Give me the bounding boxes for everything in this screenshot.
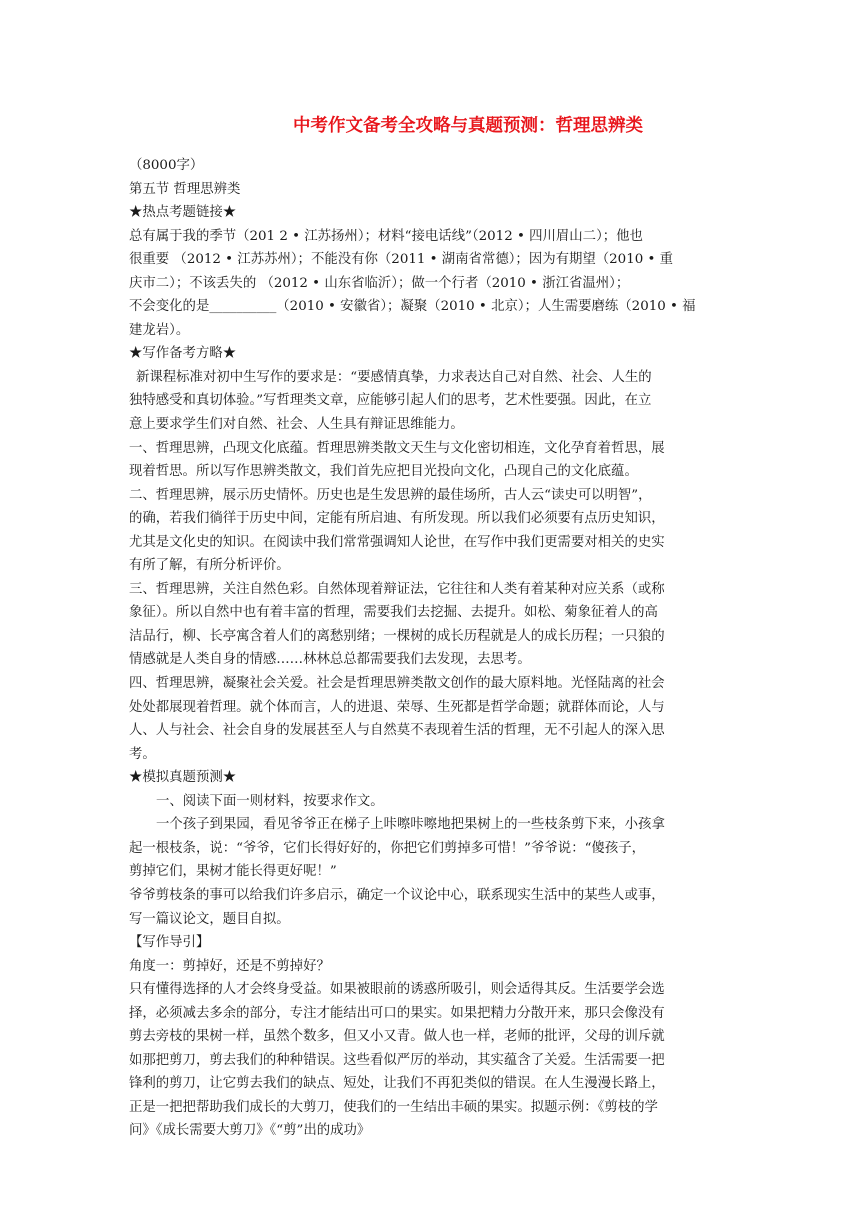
document-body: [129, 154, 735, 1143]
text-line: 考。: [129, 746, 156, 762]
text-line: 的确，若我们徜徉于历史中间，定能有所启迪、有所发现。所以我们必须要有点历史知识，: [129, 511, 665, 527]
subsection-heading: ★模拟真题预测★: [129, 770, 237, 786]
document-title: 中考作文备考全攻略与真题预测：哲理思辨类: [293, 116, 643, 136]
text-line: 总有属于我的季节（201 2 • 江苏扬州）；材料“接电话线”（2012 • 四川眉山二）；他也: [129, 228, 643, 244]
text-line: 剪去旁枝的果树一样，虽然个数多，但又小又青。做人也一样，老师的批评，父母的训斥就: [129, 1029, 665, 1045]
text-line: 不会变化的是__________（2010 • 安徽省）；凝聚（2010 • 北京）；人生需要磨练（2010 • 福: [129, 299, 696, 315]
text-line: 如那把剪刀，剪去我们的种种错误。这些看似严厉的举动，其实蕴含了关爱。生活需要一把: [129, 1052, 665, 1068]
subsection-heading: 【写作导引】: [129, 935, 210, 951]
text-line: 人、人与社会、社会自身的发展甚至人与自然莫不表现着生活的哲理，无不引起人的深入思: [129, 723, 665, 739]
text-line: 有所了解，有所分析评价。: [129, 558, 290, 574]
text-line: 建龙岩）。: [129, 322, 190, 338]
text-line: 一个孩子到果园，看见爷爷正在梯子上咔嚓咔嚓地把果树上的一些枝条剪下来，小孩拿: [156, 817, 665, 833]
text-line: 处处都展现着哲理。就个体而言，人的进退、荣辱、生死都是哲学命题；就群体而论，人与: [129, 699, 665, 715]
text-line: 独特感受和真切体验。”写哲理类文章，应能够引起人们的思考，艺术性要强。因此，在立: [129, 393, 652, 409]
text-line: 一、哲理思辨，凸现文化底蕴。哲理思辨类散文天生与文化密切相连，文化孕育着哲思，展: [129, 440, 665, 456]
text-line: 起一根枝条，说：“爷爷，它们长得好好的，你把它们剪掉多可惜！”爷爷说：“傻孩子，: [129, 840, 645, 856]
text-line: 剪掉它们，果树才能长得更好呢！”: [129, 864, 337, 880]
text-line: 象征）。所以自然中也有着丰富的哲理，需要我们去挖掘、去提升。如松、菊象征着人的高: [129, 605, 658, 621]
text-line: 正是一把把帮助我们成长的大剪刀，使我们的一生结出丰硕的果实。拟题示例：《剪枝的学: [129, 1099, 658, 1115]
text-line: 锋利的剪刀，让它剪去我们的缺点、短处，让我们不再犯类似的错误。在人生漫漫长路上，: [129, 1076, 665, 1092]
text-line: 情感就是人类自身的情感……林林总总都需要我们去发现，去思考。: [129, 652, 531, 668]
text-line: （8000字）: [129, 158, 204, 173]
text-line: 写一篇议论文，题目自拟。: [129, 911, 290, 927]
text-line: 三、哲理思辨，关注自然色彩。自然体现着辩证法，它往往和人类有着某种对应关系（或称: [129, 581, 665, 597]
text-line: 洁品行，柳、长亭寓含着人们的离愁别绪；一棵树的成长历程就是人的成长历程；一只狼的: [129, 628, 665, 644]
text-line: 二、哲理思辨，展示历史情怀。历史也是生发思辨的最佳场所，古人云“读史可以明智”，: [129, 487, 652, 503]
text-line: 庆市二）；不该丢失的 （2012 • 山东省临沂）；做一个行者（2010 • 浙江省温州）；: [129, 275, 630, 291]
text-line: 现着哲思。所以写作思辨类散文，我们首先应把目光投向文化，凸现自己的文化底蕴。: [129, 464, 638, 480]
subsection-heading: ★热点考题链接★: [129, 205, 237, 221]
text-line: 很重要 （2012 • 江苏苏州）；不能没有你（2011 • 湖南省常德）；因为有期望（2010 • 重: [129, 252, 674, 268]
section-heading: 第五节 哲理思辨类: [129, 181, 241, 197]
text-line: 一、阅读下面一则材料，按要求作文。: [156, 793, 384, 809]
text-line: 尤其是文化史的知识。在阅读中我们常常强调知人论世，在写作中我们更需要对相关的史实: [129, 534, 665, 550]
text-line: 角度一：剪掉好，还是不剪掉好？: [129, 958, 330, 974]
text-line: 爷爷剪枝条的事可以给我们许多启示，确定一个议论中心，联系现实生活中的某些人或事，: [129, 887, 665, 903]
subsection-heading: ★写作备考方略★: [129, 346, 237, 362]
text-line: 意上要求学生们对自然、社会、人生具有辩证思维能力。: [129, 417, 464, 433]
text-line: 四、哲理思辨，凝聚社会关爱。社会是哲理思辨类散文创作的最大原料地。光怪陆离的社会: [129, 676, 665, 692]
text-line: 择，必须减去多余的部分，专注才能结出可口的果实。如果把精力分散开来，那只会像没有: [129, 1005, 665, 1021]
document-page: [129, 112, 735, 1143]
text-line: 新课程标准对初中生写作的要求是：“要感情真挚，力求表达自己对自然、社会、人生的: [136, 369, 652, 385]
text-line: 问》《成长需要大剪刀》《“剪”出的成功》: [129, 1123, 371, 1139]
text-line: 只有懂得选择的人才会终身受益。如果被眼前的诱惑所吸引，则会适得其反。生活要学会选: [129, 982, 665, 998]
